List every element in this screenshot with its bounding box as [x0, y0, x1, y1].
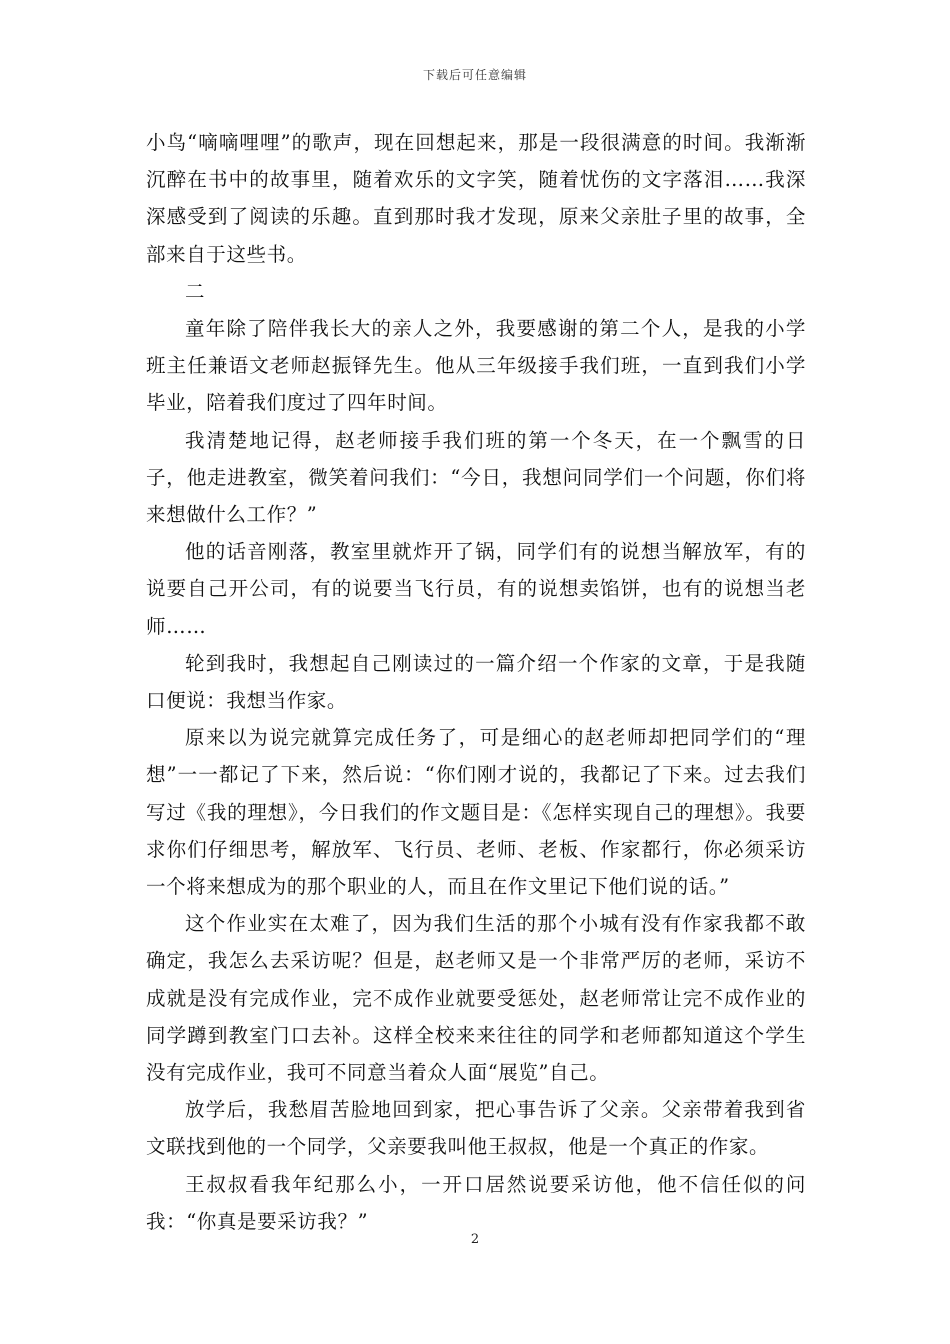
paragraph: 原来以为说完就算完成任务了，可是细心的赵老师却把同学们的“理想”一一都记了下来，然后说：“你们刚才说的，我都记了下来。过去我们写过《我的理想》，今日我们的作文题目是：《怎样实现自己的理想》。我要求你们仔细思考，解放军、飞行员、老师、老板、作家都行，你必须采访一个将来想成为的那个职业的人，而且在作文里记下他们说的话。” — [146, 726, 806, 899]
paragraph: 放学后，我愁眉苦脸地回到家，把心事告诉了父亲。父亲带着我到省文联找到他的一个同学，父亲要我叫他王叔叔，他是一个真正的作家。 — [146, 1098, 806, 1159]
paragraph: 他的话音刚落，教室里就炸开了锅，同学们有的说想当解放军，有的说要自己开公司，有的说要当飞行员，有的说想卖馅饼，也有的说想当老师…… — [146, 540, 806, 638]
paragraph: 小鸟“嘀嘀哩哩”的歌声，现在回想起来，那是一段很满意的时间。我渐渐沉醉在书中的故事里，随着欢乐的文字笑，随着忧伤的文字落泪……我深深感受到了阅读的乐趣。直到那时我才发现，原来父亲肚子里的故事，全部来自于这些书。 — [146, 131, 806, 266]
paragraph: 轮到我时，我想起自己刚读过的一篇介绍一个作家的文章，于是我随口便说：我想当作家。 — [146, 651, 806, 713]
section-heading: 二 — [185, 279, 206, 303]
paragraph: 童年除了陪伴我长大的亲人之外，我要感谢的第二个人，是我的小学班主任兼语文老师赵振铎先生。他从三年级接手我们班，一直到我们小学毕业，陪着我们度过了四年时间。 — [146, 317, 806, 415]
paragraph: 王叔叔看我年纪那么小，一开口居然说要采访他，他不信任似的问我：“你真是要采访我？” — [146, 1172, 806, 1233]
page-header: 下载后可任意编辑 — [422, 68, 527, 82]
page-number: 2 — [470, 1232, 480, 1247]
paragraph: 这个作业实在太难了，因为我们生活的那个小城有没有作家我都不敢确定，我怎么去采访呢？但是，赵老师又是一个非常严厉的老师，采访不成就是没有完成作业，完不成作业就要受惩处，赵老师常让完不成作业的同学蹲到教室门口去补。这样全校来来往往的同学和老师都知道这个学生没有完成作业，我可不同意当着众人面“展览”自己。 — [146, 912, 806, 1085]
document-body — [146, 124, 806, 1240]
paragraph: 我清楚地记得，赵老师接手我们班的第一个冬天，在一个飘雪的日子，他走进教室，微笑着问我们：“今日，我想问同学们一个问题，你们将来想做什么工作？” — [146, 428, 806, 527]
